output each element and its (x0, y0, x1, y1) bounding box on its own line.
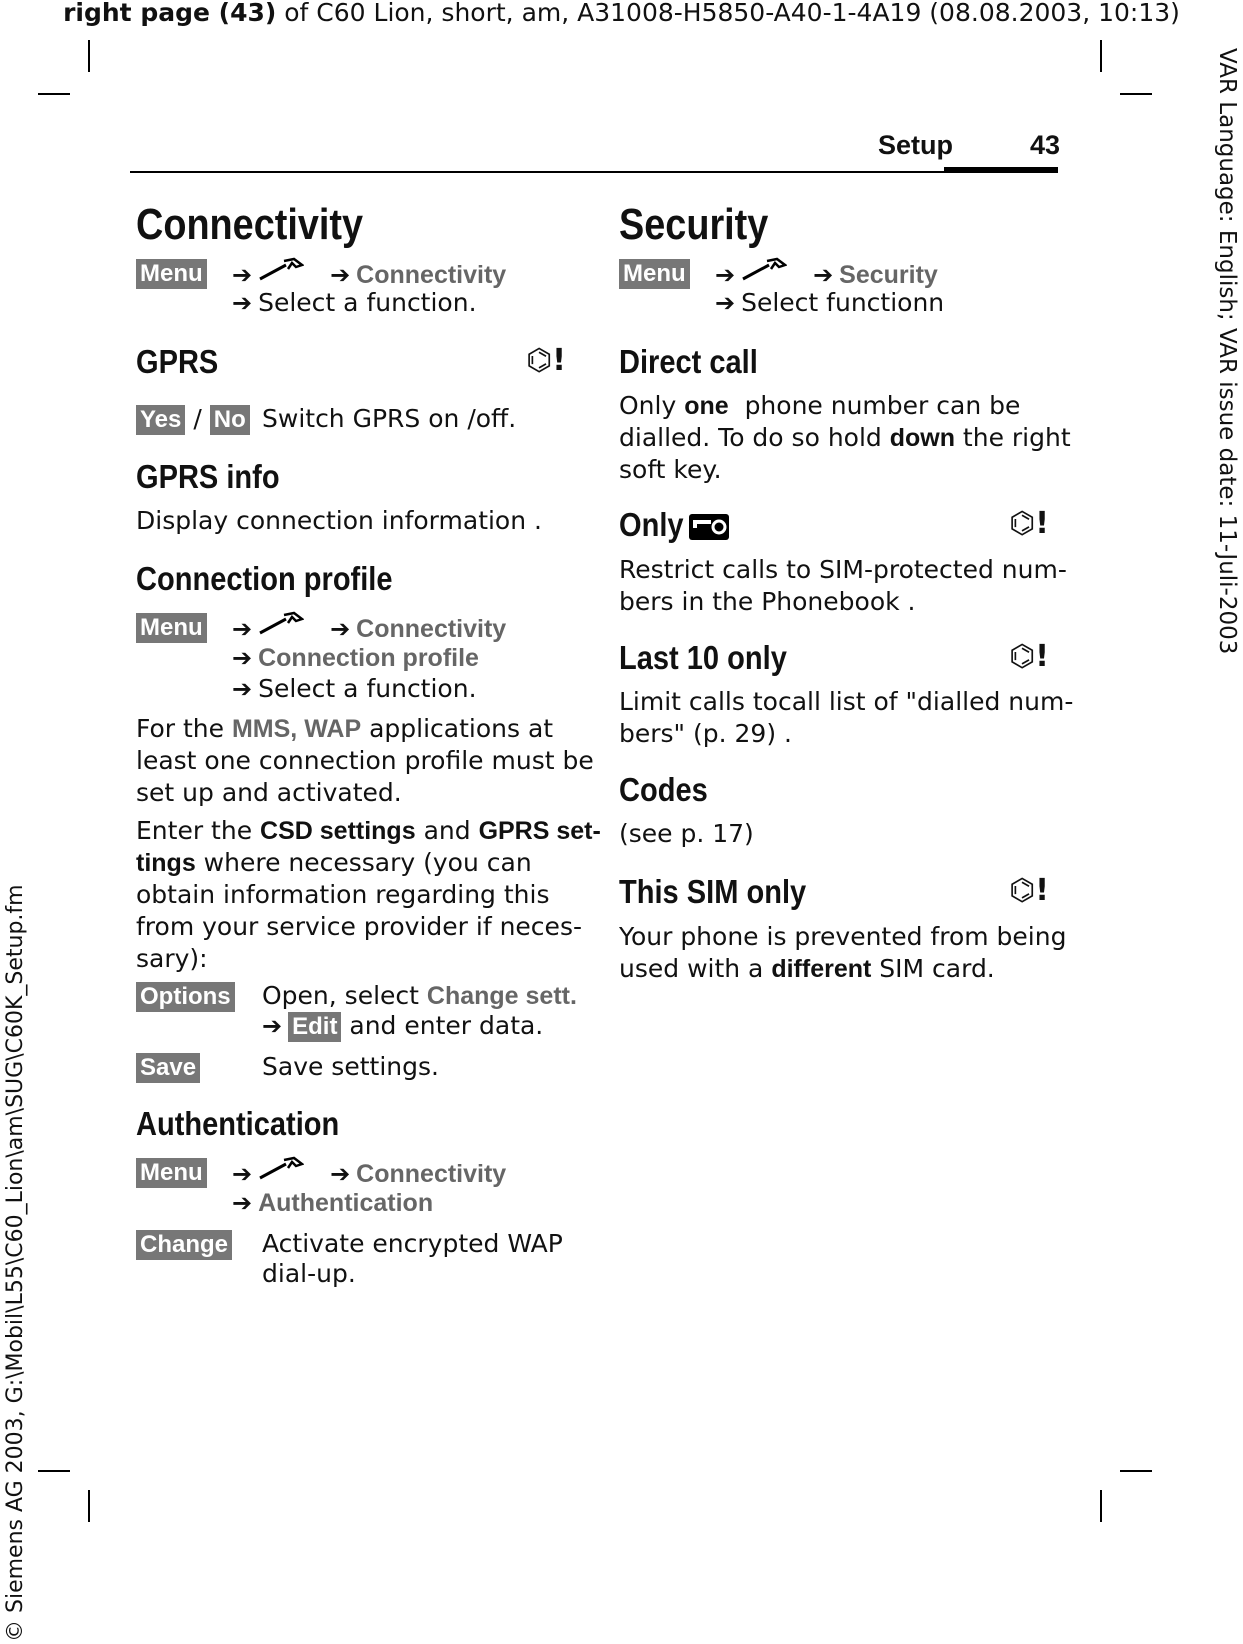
last-10-text (619, 686, 1074, 750)
gprs-text: Switch GPRS on /off. (262, 404, 517, 433)
arrow-icon: ➔ (232, 289, 253, 317)
menu-ref-connectivity: Connectivity (356, 261, 507, 289)
print-header-info: of C60 Lion, short, am, A31008-H5850-A40-1-4A19 (08.08.2003, 10:13) (276, 0, 1180, 27)
arrow-icon: ➔ (232, 644, 253, 672)
menu-key[interactable]: Menu (136, 1158, 207, 1188)
options-key[interactable]: Options (136, 982, 235, 1012)
slash: / (193, 404, 202, 433)
authentication-title: Authentication (136, 1105, 340, 1142)
p2-mid: and (415, 816, 479, 845)
print-header (0, 0, 1243, 26)
gprs-settings-ref: GPRS set- (478, 817, 601, 845)
sim-protected-icon (687, 512, 731, 546)
crop-mark (38, 1470, 70, 1472)
p2-pre: Enter the (136, 816, 261, 845)
arrow-icon: ➔ (715, 261, 736, 289)
this-sim-only-text (619, 921, 1067, 985)
dc-pre: Only (619, 391, 685, 420)
options-text: Open, select (262, 981, 427, 1010)
arrow-icon: ➔ (813, 261, 834, 289)
options-row (136, 980, 576, 1042)
wrench-icon (741, 260, 787, 289)
security-title: Security (619, 200, 769, 249)
save-row (136, 1051, 576, 1083)
gprs-info-title: GPRS info (136, 458, 280, 495)
edit-key[interactable]: Edit (288, 1012, 341, 1042)
arrow-icon: ➔ (232, 615, 253, 643)
arrow-icon: ➔ (232, 675, 253, 703)
arrow-icon: ➔ (330, 261, 351, 289)
connection-profile-para-1 (136, 713, 594, 809)
p2-line-2: where necessary (you can (195, 848, 532, 877)
menu-ref-connectivity: Connectivity (356, 1160, 507, 1188)
page-number: 43 (1030, 130, 1061, 160)
gprs-row (136, 403, 576, 435)
p1-line-3: set up and activated. (136, 778, 402, 807)
menu-ref-connection-profile: Connection profile (258, 644, 479, 672)
gprs-settings-ref-cont: tings (136, 849, 196, 877)
menu-ref-authentication: Authentication (258, 1189, 434, 1217)
wrench-icon (258, 260, 304, 289)
change-key[interactable]: Change (136, 1230, 232, 1260)
print-header-page: right page (43) (63, 0, 277, 27)
p1-pre: For the (136, 714, 232, 743)
p2-line-5: sary): (136, 944, 208, 973)
crop-mark (1120, 93, 1152, 95)
menu-path (136, 257, 576, 319)
change-sett-ref: Change sett. (426, 982, 577, 1010)
side-info-left: © Siemens AG 2003, G:\Mobil\L55\C60_Lion\am\SUG\C60K_Setup.fm (3, 884, 28, 1642)
csd-settings-ref: CSD settings (260, 817, 416, 845)
p1-post: applications at (361, 714, 554, 743)
menu-ref-connectivity: Connectivity (356, 615, 507, 643)
crop-mark (1100, 40, 1102, 72)
arrow-icon: ➔ (232, 1160, 253, 1188)
last10-l1: Limit calls tocall list of "dialled num- (619, 687, 1074, 716)
p2-line-3: obtain information regarding this (136, 880, 550, 909)
sim-l2-pre: used with a (619, 954, 772, 983)
menu-key[interactable]: Menu (619, 259, 690, 289)
dc-down: down (889, 424, 955, 452)
authentication-path (136, 1156, 576, 1219)
arrow-icon: ➔ (330, 615, 351, 643)
menu-key[interactable]: Menu (136, 259, 207, 289)
save-text: Save settings. (262, 1052, 439, 1081)
connection-profile-para-2 (136, 815, 601, 975)
menu-key[interactable]: Menu (136, 613, 207, 643)
change-row (136, 1228, 576, 1290)
this-sim-only-title: This SIM only (619, 873, 807, 910)
arrow-icon: ➔ (330, 1160, 351, 1188)
security-menu-path (619, 257, 1059, 319)
direct-call-text (619, 390, 1071, 486)
network-dependent-icon: ⌬! (1009, 873, 1049, 908)
select-function-text: Select a function. (258, 674, 477, 703)
arrow-icon: ➔ (715, 289, 736, 317)
codes-title: Codes (619, 771, 708, 808)
connectivity-title: Connectivity (136, 200, 364, 249)
only-l1: Restrict calls to SIM-protected num- (619, 555, 1067, 584)
select-function-text: Select functionn (741, 288, 945, 317)
last-10-title: Last 10 only (619, 639, 787, 676)
menu-ref-security: Security (839, 261, 938, 289)
arrow-icon: ➔ (232, 261, 253, 289)
dc-post: phone number can be (728, 391, 1021, 420)
header-rule (130, 171, 1058, 173)
last10-l2: bers" (p. 29) . (619, 719, 792, 748)
arrow-icon: ➔ (232, 1189, 253, 1217)
dc-l2-post: the right (954, 423, 1071, 452)
mms-wap-ref: MMS, WAP (231, 715, 362, 743)
yes-key[interactable]: Yes (136, 405, 185, 435)
no-key[interactable]: No (210, 405, 250, 435)
p1-line-2: least one connection profile must be (136, 746, 594, 775)
wrench-icon (258, 1159, 304, 1188)
sim-l1: Your phone is prevented from being (619, 922, 1067, 951)
sim-different: different (771, 955, 872, 983)
dc-l3: soft key. (619, 455, 722, 484)
crop-mark (38, 93, 70, 95)
change-text-1: Activate encrypted WAP (262, 1229, 563, 1258)
crop-mark (1100, 1490, 1102, 1522)
options-text-post: and enter data. (341, 1011, 544, 1040)
path-line-2 (232, 287, 477, 319)
header-rule-tab (944, 167, 1058, 173)
network-dependent-icon: ⌬! (1009, 506, 1049, 541)
gprs-title: GPRS (136, 343, 219, 380)
dc-l2-pre: dialled. To do so hold (619, 423, 890, 452)
crop-mark (88, 1490, 90, 1522)
gprs-info-text: Display connection information . (136, 506, 542, 535)
sim-l2-post: SIM card. (871, 954, 995, 983)
section-label: Setup (878, 130, 954, 160)
wrench-icon (258, 614, 304, 643)
arrow-icon: ➔ (262, 1012, 283, 1040)
change-text-2: dial-up. (262, 1259, 356, 1288)
only-l2: bers in the Phonebook . (619, 587, 916, 616)
direct-call-title: Direct call (619, 343, 758, 380)
select-function-text: Select a function. (258, 288, 477, 317)
connection-profile-path (136, 611, 576, 705)
crop-mark (88, 40, 90, 72)
crop-mark (1120, 1470, 1152, 1472)
p2-line-4: from your service provider if neces- (136, 912, 582, 941)
only-text (619, 554, 1067, 618)
codes-text: (see p. 17) (619, 819, 754, 848)
side-info-right: VAR Language: English; VAR issue date: 11-Juli-2003 (1214, 48, 1240, 655)
network-dependent-icon: ⌬! (1009, 639, 1049, 674)
network-dependent-icon: ⌬! (526, 343, 566, 378)
save-key[interactable]: Save (136, 1053, 200, 1083)
only-title: Only (619, 506, 684, 543)
dc-one: one (684, 392, 729, 420)
connection-profile-title: Connection profile (136, 560, 393, 597)
path-line-1 (232, 257, 506, 291)
